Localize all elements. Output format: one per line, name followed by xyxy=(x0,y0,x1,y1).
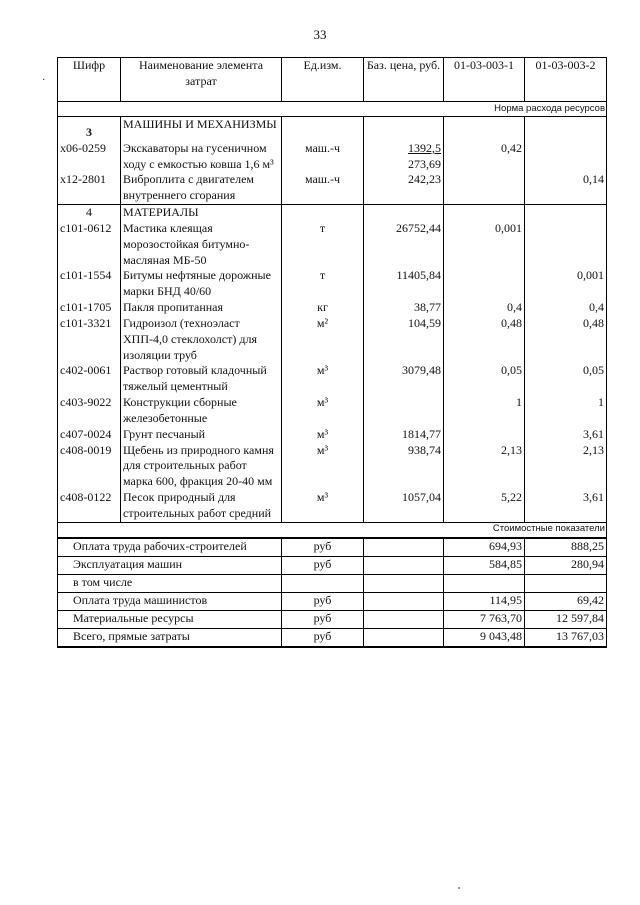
row-value-2: 3,61 xyxy=(525,427,607,443)
row-code: с407-0024 xyxy=(58,427,121,443)
total-unit: руб xyxy=(282,556,364,574)
row-name: Пакля пропитанная xyxy=(121,300,282,316)
row-value-1: 0,001 xyxy=(444,221,525,268)
row-code: с101-0612 xyxy=(58,221,121,268)
total-value-2: 12 597,84 xyxy=(525,610,607,628)
row-code: с101-1705 xyxy=(58,300,121,316)
total-label: Всего, прямые затраты xyxy=(58,628,282,647)
row-value-2 xyxy=(525,221,607,268)
table-row xyxy=(58,490,607,522)
header-code: Шифр xyxy=(58,58,121,102)
row-unit: м² xyxy=(282,316,364,363)
row-code: х12-2801 xyxy=(58,172,121,204)
table-row xyxy=(58,221,607,268)
row-unit: т xyxy=(282,221,364,268)
section-title: МАШИНЫ И МЕХАНИЗМЫ xyxy=(121,117,282,141)
total-value-2: 888,25 xyxy=(525,538,607,557)
row-value-2: 2,13 xyxy=(525,443,607,490)
row-code: с402-0061 xyxy=(58,363,121,395)
row-price xyxy=(364,141,444,173)
margin-mark: · xyxy=(42,75,46,86)
row-name: Гидроизол (техноэласт ХПП-4,0 стеклохолст) для изоляции труб xyxy=(121,316,282,363)
table-row xyxy=(58,300,607,316)
row-code: с408-0019 xyxy=(58,443,121,490)
row-name: Битумы нефтяные дорожные марки БНД 40/60 xyxy=(121,268,282,300)
total-label: Оплата труда машинистов xyxy=(58,592,282,610)
total-value-1: 7 763,70 xyxy=(444,610,525,628)
total-value-2: 69,42 xyxy=(525,592,607,610)
row-name: Песок природный для строительных работ средний xyxy=(121,490,282,522)
row-unit: м³ xyxy=(282,363,364,395)
row-name: Мастика клеящая морозостойкая битумно-масляная МБ-50 xyxy=(121,221,282,268)
row-value-1: 5,22 xyxy=(444,490,525,522)
row-value-1: 0,48 xyxy=(444,316,525,363)
band-cost-label: Стоимостные показатели xyxy=(58,522,607,538)
section-number: 4 xyxy=(58,205,121,221)
total-value-1: 9 043,48 xyxy=(444,628,525,647)
section-title: МАТЕРИАЛЫ xyxy=(121,205,282,221)
total-value-1: 694,93 xyxy=(444,538,525,557)
row-name: Виброплита с двигателем внутреннего сгорания xyxy=(121,172,282,204)
total-row xyxy=(58,592,607,610)
section-materials xyxy=(58,205,607,221)
band-cost xyxy=(58,522,607,538)
table-row xyxy=(58,363,607,395)
section-machines xyxy=(58,117,607,141)
row-code: с101-3321 xyxy=(58,316,121,363)
row-unit: м³ xyxy=(282,427,364,443)
row-name: Грунт песчаный xyxy=(121,427,282,443)
total-value-1 xyxy=(444,574,525,592)
total-unit xyxy=(282,574,364,592)
row-unit: т xyxy=(282,268,364,300)
row-value-2: 3,61 xyxy=(525,490,607,522)
row-price: 38,77 xyxy=(364,300,444,316)
row-name: Щебень из природного камня для строительных работ марка 600, фракция 20-40 мм xyxy=(121,443,282,490)
page-number: 33 xyxy=(313,27,327,42)
row-unit: м³ xyxy=(282,395,364,427)
row-name: Экскаваторы на гусеничном ходу с емкостью ковша 1,6 м³ xyxy=(121,141,282,173)
total-value-2: 13 767,03 xyxy=(525,628,607,647)
total-row xyxy=(58,538,607,557)
row-price: 1057,04 xyxy=(364,490,444,522)
scan-speck xyxy=(458,887,460,889)
row-value-1: 2,13 xyxy=(444,443,525,490)
row-unit: м³ xyxy=(282,490,364,522)
row-value-2: 0,4 xyxy=(525,300,607,316)
row-price: 3079,48 xyxy=(364,363,444,395)
header-col1: 01-03-003-1 xyxy=(444,58,525,102)
row-code: с101-1554 xyxy=(58,268,121,300)
row-code: с403-9022 xyxy=(58,395,121,427)
total-value-2: 280,94 xyxy=(525,556,607,574)
total-unit: руб xyxy=(282,592,364,610)
row-price: 104,59 xyxy=(364,316,444,363)
band-norm-label: Норма расхода ресурсов xyxy=(58,102,607,117)
header-price: Баз. цена, руб. xyxy=(364,58,444,102)
total-value-2 xyxy=(525,574,607,592)
table-row xyxy=(58,427,607,443)
table-row xyxy=(58,141,607,173)
band-norm xyxy=(58,102,607,117)
header-unit: Ед.изм. xyxy=(282,58,364,102)
row-value-1 xyxy=(444,427,525,443)
row-price: 26752,44 xyxy=(364,221,444,268)
row-value-2: 0,48 xyxy=(525,316,607,363)
row-unit: маш.-ч xyxy=(282,172,364,204)
table-row xyxy=(58,268,607,300)
row-value-2: 1 xyxy=(525,395,607,427)
resource-table xyxy=(57,57,607,648)
total-unit: руб xyxy=(282,610,364,628)
total-row xyxy=(58,610,607,628)
row-value-2: 0,001 xyxy=(525,268,607,300)
row-price: 11405,84 xyxy=(364,268,444,300)
row-value-1 xyxy=(444,268,525,300)
row-value-2: 0,14 xyxy=(525,172,607,204)
row-code: х06-0259 xyxy=(58,141,121,173)
header-col2: 01-03-003-2 xyxy=(525,58,607,102)
table-row xyxy=(58,172,607,204)
row-name: Раствор готовый кладочный тяжелый цементный xyxy=(121,363,282,395)
row-name: Конструкции сборные железобетонные xyxy=(121,395,282,427)
total-label: Эксплуатация машин xyxy=(58,556,282,574)
row-value-1: 0,42 xyxy=(444,141,525,173)
total-unit: руб xyxy=(282,628,364,647)
table-header xyxy=(58,58,607,102)
row-code: с408-0122 xyxy=(58,490,121,522)
total-label: Оплата труда рабочих-строителей xyxy=(58,538,282,557)
row-price-value: 273,69 xyxy=(408,156,441,171)
row-unit: кг xyxy=(282,300,364,316)
row-price xyxy=(364,395,444,427)
table-row xyxy=(58,395,607,427)
table-row xyxy=(58,316,607,363)
section-number: 3 xyxy=(58,117,121,141)
row-unit: маш.-ч xyxy=(282,141,364,173)
row-price: 242,23 xyxy=(364,172,444,204)
row-price: 938,74 xyxy=(364,443,444,490)
total-label: Материальные ресурсы xyxy=(58,610,282,628)
total-label: в том числе xyxy=(58,574,282,592)
row-value-1: 0,05 xyxy=(444,363,525,395)
total-row xyxy=(58,556,607,574)
row-value-1 xyxy=(444,172,525,204)
total-value-1: 584,85 xyxy=(444,556,525,574)
row-value-1: 1 xyxy=(444,395,525,427)
table-row xyxy=(58,443,607,490)
total-row xyxy=(58,628,607,647)
row-value-2: 0,05 xyxy=(525,363,607,395)
row-value-1: 0,4 xyxy=(444,300,525,316)
row-value-2 xyxy=(525,141,607,173)
row-unit: м³ xyxy=(282,443,364,490)
total-unit: руб xyxy=(282,538,364,557)
row-price-top: 1392,5 xyxy=(408,140,441,155)
row-price: 1814,77 xyxy=(364,427,444,443)
total-row xyxy=(58,574,607,592)
header-name: Наименование элемента затрат xyxy=(121,58,282,102)
total-value-1: 114,95 xyxy=(444,592,525,610)
